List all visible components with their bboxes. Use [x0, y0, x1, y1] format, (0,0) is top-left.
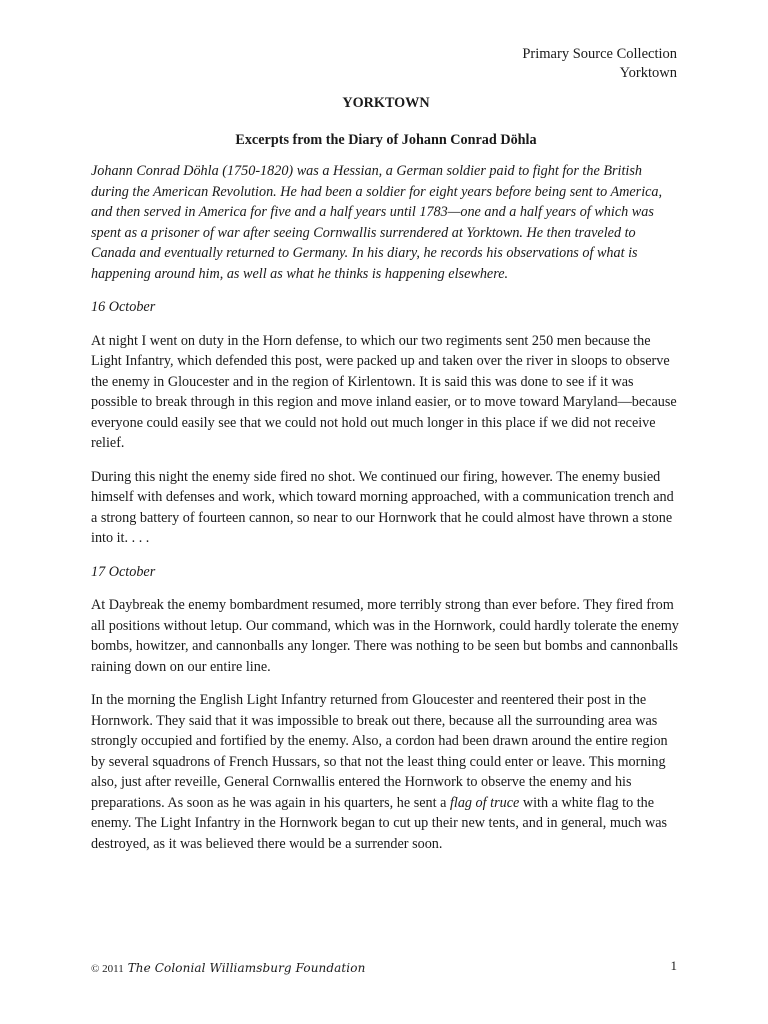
paragraph-text: with a white flag to the enemy. The Light Infantry in the Hornwork began to cut up their new tents, and in general, much was destroyed, as it was believed there would be a surrender soon. — [91, 794, 668, 852]
collection-label: Primary Source Collection — [522, 46, 677, 62]
document-title: YORKTOWN — [342, 95, 430, 111]
page-footer — [91, 958, 677, 980]
entry-paragraph: At Daybreak the enemy bombardment resumed, more terribly strong than ever before. They fired from all positions without letup. Our command, which was in the Hornwork, could hardly tolerate the enemy bombs, howitzer, and cannonballs any longer. There was nothing to be seen but bombs and cannonballs raining down on our entire line. — [91, 597, 679, 675]
flag-of-truce-emphasis: flag of truce — [449, 794, 520, 811]
intro-paragraph: Johann Conrad Döhla (1750-1820) was a Hessian, a German soldier paid to fight for the British during the American Revolution. He had been a soldier for eight years before being sent to America, and then served in America for five and a half years until 1783—one and a half years of which was spent as a prisoner of war after seeing Cornwallis surrendered at Yorktown. He then traveled to Canada and eventually returned to Germany. In his diary, he records his observations of what is happening around him, as well as what he thinks is happening elsewhere. — [91, 163, 663, 282]
page-number: 1 — [670, 958, 677, 973]
document-subtitle: Excerpts from the Diary of Johann Conrad Döhla — [235, 131, 537, 148]
copyright-notice — [91, 961, 365, 975]
header-topic: Yorktown — [619, 65, 677, 81]
entry-paragraph — [91, 690, 681, 854]
paragraph-text: In the morning the English Light Infantry returned from Gloucester and reentered their post in the Hornwork. They said that it was impossible to break out there, because all the surrounding area was strongly occupied and fortified by the enemy. Also, a cordon had been drawn around the entire region by several squadrons of French Hussars, so that not the least thing could enter or leave. This morning also, just after reveille, General Cornwallis entered the Hornwork to observe the enemy and his preparations. As soon as he was again in his quarters, he sent a — [91, 692, 668, 811]
copyright-year: © 2011 — [91, 963, 124, 975]
entry-paragraph: At night I went on duty in the Horn defense, to which our two regiments sent 250 men because the Light Infantry, which defended this post, were packed up and taken over the river in sloops to observe the enemy in Gloucester and in the region of Kirlentown. It is said this was done to see if it was possible to break through in this region and move inland easier, or to move toward Maryland—because everyone could easily see that we could not hold out much longer in this place if we did not receive relief. — [91, 332, 677, 451]
entry-date-17-october: 17 October — [91, 563, 156, 580]
page-header — [522, 45, 677, 83]
foundation-logo: The Colonial Williamsburg Foundation — [127, 961, 366, 975]
entry-date-16-october: 16 October — [91, 299, 156, 315]
entry-paragraph: During this night the enemy side fired no shot. We continued our firing, however. The enemy busied himself with defenses and work, which toward morning approached, with a communication trench and a strong battery of fourteen cannon, so near to our Hornwork that he could almost have thrown a stone into it. . . . — [91, 468, 674, 546]
document-body — [91, 93, 681, 867]
